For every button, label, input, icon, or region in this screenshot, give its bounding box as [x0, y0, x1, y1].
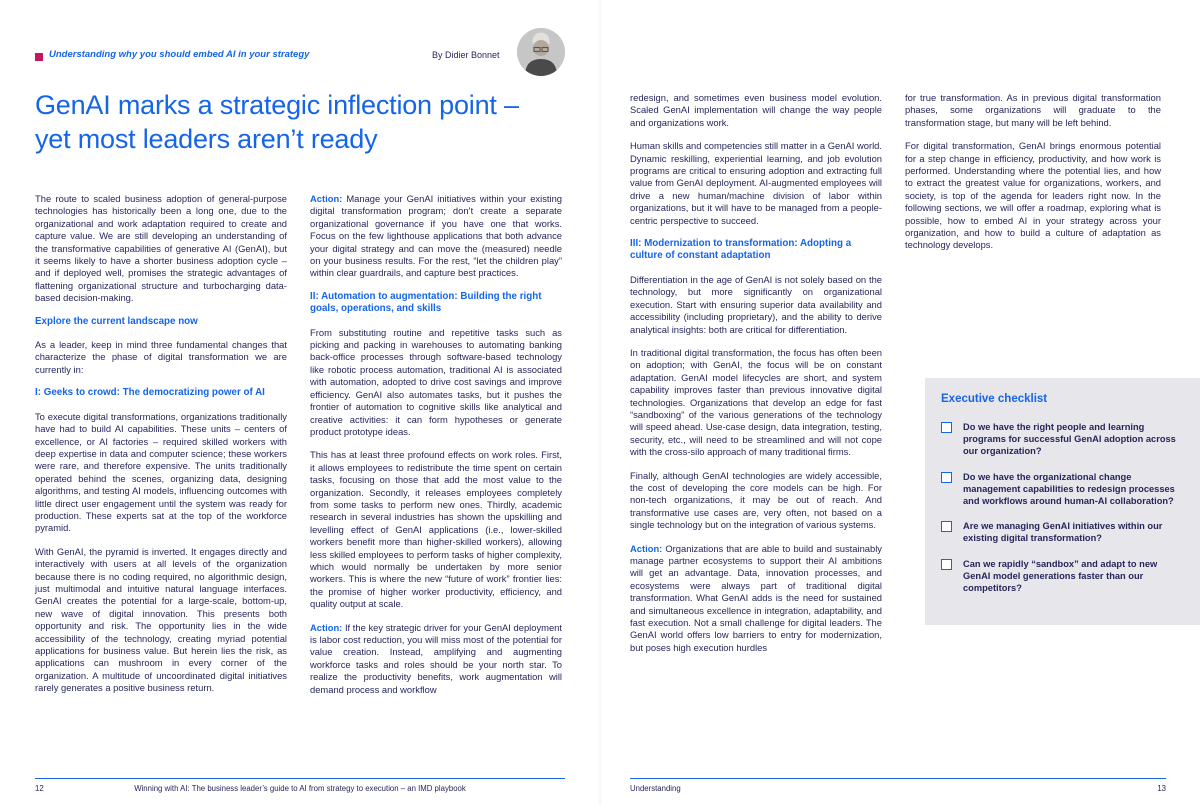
- paragraph: Human skills and competencies still matter in a GenAI world. Dynamic reskilling, experiential learning, and job evolution programs are critical to ensuring adoption and extracting full value from GenAI deployment. AI-augmented employees will drive a new human/machine division of labor within organizations, but it will have to be managed from a people-centric perspective to succeed.: [630, 140, 882, 226]
- footer-section-name: Understanding: [630, 784, 681, 793]
- page-number-left: 12: [35, 784, 44, 793]
- footer-rule-left: [35, 778, 565, 779]
- checklist-item: [941, 421, 1180, 458]
- article-title-line2: yet most leaders aren’t ready: [35, 124, 378, 154]
- action-text: If the key strategic driver for your GenAI deployment is labor cost reduction, you will miss most of the potential for value creation. Instead, amplifying and augmenting workforce tasks and roles should be your north star. To realize the productivity benefits, work augmentation will demand process and workflow: [310, 621, 562, 695]
- right-page-column-1: [630, 92, 882, 665]
- paragraph: redesign, and sometimes even business model evolution. Scaled GenAI implementation will change the way people and organizations work.: [630, 92, 882, 128]
- section-heading: II: Automation to augmentation: Building the right goals, operations, and skills: [310, 290, 542, 315]
- article-title: [35, 88, 575, 156]
- page-number-right: 13: [1157, 784, 1166, 793]
- checklist-item: [941, 558, 1180, 595]
- action-label: Action:: [630, 542, 666, 554]
- checkbox[interactable]: [941, 472, 952, 483]
- chapter-strapline: Understanding why you should embed AI in your strategy: [49, 49, 310, 60]
- paragraph: As a leader, keep in mind three fundamental changes that characterize the phase of digital transformation we are currently in:: [35, 339, 287, 375]
- author-byline: By Didier Bonnet: [432, 50, 500, 60]
- checklist-item-label: Can we rapidly “sandbox” and adapt to new GenAI model generations faster than our competitors?: [963, 558, 1158, 594]
- accent-square: [35, 53, 43, 61]
- action-label: Action:: [310, 193, 347, 204]
- page-gutter: [598, 0, 602, 805]
- left-page-column-2: [310, 193, 562, 707]
- action-text: Manage your GenAI initiatives within your existing digital transformation program; don’t create a separate organizational governance if you have one that works. Focus on the few lighthouse applications that both advance your digital strategy and can move the (measured) needle on your business results. For the rest, “let the children play” within clear guardrails, and capture best practices.: [310, 193, 562, 279]
- checklist-item-label: Are we managing GenAI initiatives within our existing digital transformation?: [963, 521, 1163, 544]
- executive-checklist: [925, 378, 1200, 625]
- section-heading: III: Modernization to transformation: Adopting a culture of constant adaptation: [630, 238, 852, 262]
- paragraph: For digital transformation, GenAI brings enormous potential for a step change in efficiency, productivity, and how work is performed. Understanding where the potential lies, and how to extract the greatest value for organizations, workers, and society, is top of the agenda for leaders right now. In the following sections, we will offer a roadmap, exploring what is possible, how to embed AI in your strategy across your organization, and how to build a culture of adaptation as technology develops.: [905, 140, 1161, 251]
- action-paragraph: [630, 543, 882, 655]
- paragraph: for true transformation. As in previous digital transformation phases, some organizations will graduate to the transformation stage, but many will be left behind.: [905, 92, 1161, 128]
- article-title-line1: GenAI marks a strategic inflection point –: [35, 90, 519, 120]
- checkbox[interactable]: [941, 521, 952, 532]
- paragraph: In traditional digital transformation, the focus has often been on adoption; with GenAI, the focus will be on constant adaptation. GenAI model lifecycles are short, and system capability improves faster than previous innovative digital technologies. Organizations that develop an edge for fast “sandboxing” of the various generations of the technology will speed ahead. Use-case design, data integration, testing, security, etc., will need to be streamlined and will not cope with the cross-silo approach of many traditional firms.: [630, 346, 882, 458]
- checklist-item-label: Do we have the right people and learning programs for successful GenAI adoption across our organization?: [963, 422, 1176, 457]
- paragraph: The route to scaled business adoption of general-purpose technologies has historically been a long one, due to the organizational and work adaptation required to create and capture value. We are still developing an understanding of the transformative capabilities of generative AI (GenAI), but it seems likely to have a shorter business adoption cycle – and if deployed well, promises the strategic advantages of flattening organizational structure and turbocharging data-based decision-making.: [35, 193, 287, 304]
- checklist-item: [941, 471, 1180, 508]
- action-paragraph: [310, 622, 562, 696]
- paragraph: Differentiation in the age of GenAI is not solely based on the technology, but more significantly on organizational execution. Start with ensuring superior data availability and accessibility (including proprietary), and the ability to derive analytical insights: both are critical for differentiation.: [630, 273, 882, 335]
- person-icon: [517, 28, 565, 76]
- checkbox[interactable]: [941, 559, 952, 570]
- author-photo: [517, 28, 565, 76]
- footer-rule-right: [630, 778, 1166, 779]
- paragraph: To execute digital transformations, organizations traditionally have had to build AI capabilities. These units – centers of excellence, or AI factories – required skilled workers with deep expertise in data and computer science; these workers were rare, and therefore expensive. The units traditionally operated behind the scenes, organizing data, designing algorithms, and testing AI models, influencing outcomes with little direct user engagement until the system was ready for production. These experts sat at the top of the workforce pyramid.: [35, 410, 287, 534]
- checklist-item-label: Do we have the organizational change management capabilities to redesign processes and workflows around human-AI collaboration?: [963, 471, 1175, 507]
- checklist-item: [941, 520, 1180, 544]
- section-heading: Explore the current landscape now: [35, 315, 198, 327]
- action-paragraph: [310, 193, 562, 280]
- action-label: Action:: [310, 621, 345, 633]
- left-page-column-1: [35, 193, 287, 706]
- footer-book-title: Winning with AI: The business leader’s guide to AI from strategy to execution – an IMD playbook: [134, 784, 466, 793]
- checklist-title: Executive checklist: [941, 393, 1048, 405]
- action-text: Organizations that are able to build and sustainably manage partner ecosystems to support their AI ambitions will get an advantage. Data, innovation processes, and ecosystems were always part of traditional digital transformation. What GenAI adds is the need for sustained and simultaneous excellence in integration, adaptability, and fast execution. Not a small challenge for digital leaders. The GenAI world offers low barriers to entry for modernization, but poses high execution hurdles: [630, 542, 882, 653]
- paragraph: From substituting routine and repetitive tasks such as picking and packing in warehouses to automating banking back-office processes through software-based technology like robotic process automation, traditional AI is associated with automation, adopted to drive cost savings and improve efficiency. GenAI also automates tasks, but it pushes the frontier of automation to cognitive skills like analytical and creative activities: it can form hypotheses or generate product prototype ideas.: [310, 326, 562, 437]
- checkbox[interactable]: [941, 422, 952, 433]
- paragraph: With GenAI, the pyramid is inverted. It engages directly and interactively with users at all levels of the organization because there is no coding required, no algorithmic design, just multimodal and intuitive natural language interfaces. GenAI creates the potential for a large-scale, bottom-up, new wave of digital innovation. This presents both opportunity and risk. The opportunity lies in the wide accessibility of the technology, creating myriad potential applications for business value. But herein lies the risk, as applications can mushroom in every corner of the organization. A multitude of uncoordinated digital initiatives rarely generates a positive business return.: [35, 545, 287, 694]
- paragraph: This has at least three profound effects on work roles. First, it allows employees to redistribute the time spent on certain tasks, focusing on those that add the most value to the organization. Secondly, it releases employees completely from some tasks to perform new ones. Thirdly, academic research in several industries has shown the upskilling and levelling effect of GenAI applications (i.e., lower-skilled workers benefit more than higher-skilled workers), allowing less skilled employees to perform tasks of higher complexity, which would normally be undertaken by more senior workers. This is where the new “future of work” frontier lies: the promise of higher worker productivity, efficiency, and quality output at scale.: [310, 449, 562, 610]
- section-heading: I: Geeks to crowd: The democratizing power of AI: [35, 387, 265, 399]
- paragraph: Finally, although GenAI technologies are widely accessible, the cost of developing the core models can be high. For non-tech organizations, it may be out of reach. And transformative use cases are, very often, not based on a single technology but on the integration of various systems.: [630, 469, 882, 531]
- right-page-column-2: [905, 92, 1161, 263]
